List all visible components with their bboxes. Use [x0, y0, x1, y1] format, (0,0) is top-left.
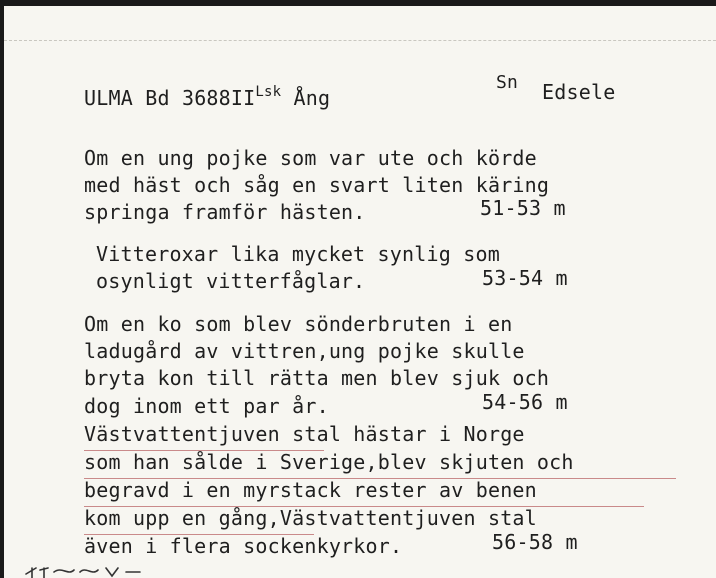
entry-3-line-3: bryta kon till rätta men blev sjuk och: [84, 366, 550, 390]
entry-2-line-2: osynligt vitterfåglar.: [96, 269, 366, 293]
entry-4-pages: 56-58 m: [492, 530, 578, 554]
parish-label: Sn: [496, 72, 519, 93]
entry-3-pages: 54-56 m: [482, 390, 568, 414]
district-code: Ång: [293, 86, 331, 110]
entry-4-line-3: begravd i en myrstack rester av benen: [84, 478, 537, 502]
entry-4-line-4: kom upp en gång,Västvattentjuven stal: [84, 506, 537, 530]
entry-4-line-5: även i flera sockenkyrkor.: [84, 534, 403, 558]
entry-2-pages: 53-54 m: [482, 266, 568, 290]
card-header: [84, 86, 330, 110]
entry-1-pages: 51-53 m: [480, 196, 566, 220]
card-top-rule: [4, 40, 716, 41]
entry-3-line-1: Om en ko som blev sönderbruten i en: [84, 312, 513, 336]
region-code: Lsk: [255, 84, 282, 100]
archive-card: [4, 6, 716, 578]
entry-1-line-2: med häst och såg en svart liten käring: [84, 173, 550, 197]
entry-2-line-1: Vitteroxar lika mycket synlig som: [96, 242, 500, 266]
archive-code: ULMA: [84, 86, 133, 110]
entry-4-line-1: Västvattentjuven stal hästar i Norge: [84, 422, 525, 446]
entry-3-line-4: dog inom ett par år.: [84, 394, 329, 418]
entry-1-line-3: springa framför hästen.: [84, 200, 366, 224]
entry-1-line-1: Om en ung pojke som var ute och körde: [84, 146, 537, 170]
entry-4-line-2: som han sålde i Sverige,blev skjuten och: [84, 450, 574, 474]
volume-label: Bd: [145, 86, 170, 110]
entry-3-line-2: ladugård av vittren,ung pojke skulle: [84, 339, 525, 363]
handwritten-scribble: [22, 562, 182, 578]
record-number: 3688II: [181, 86, 256, 110]
parish-name: Edsele: [542, 80, 616, 104]
